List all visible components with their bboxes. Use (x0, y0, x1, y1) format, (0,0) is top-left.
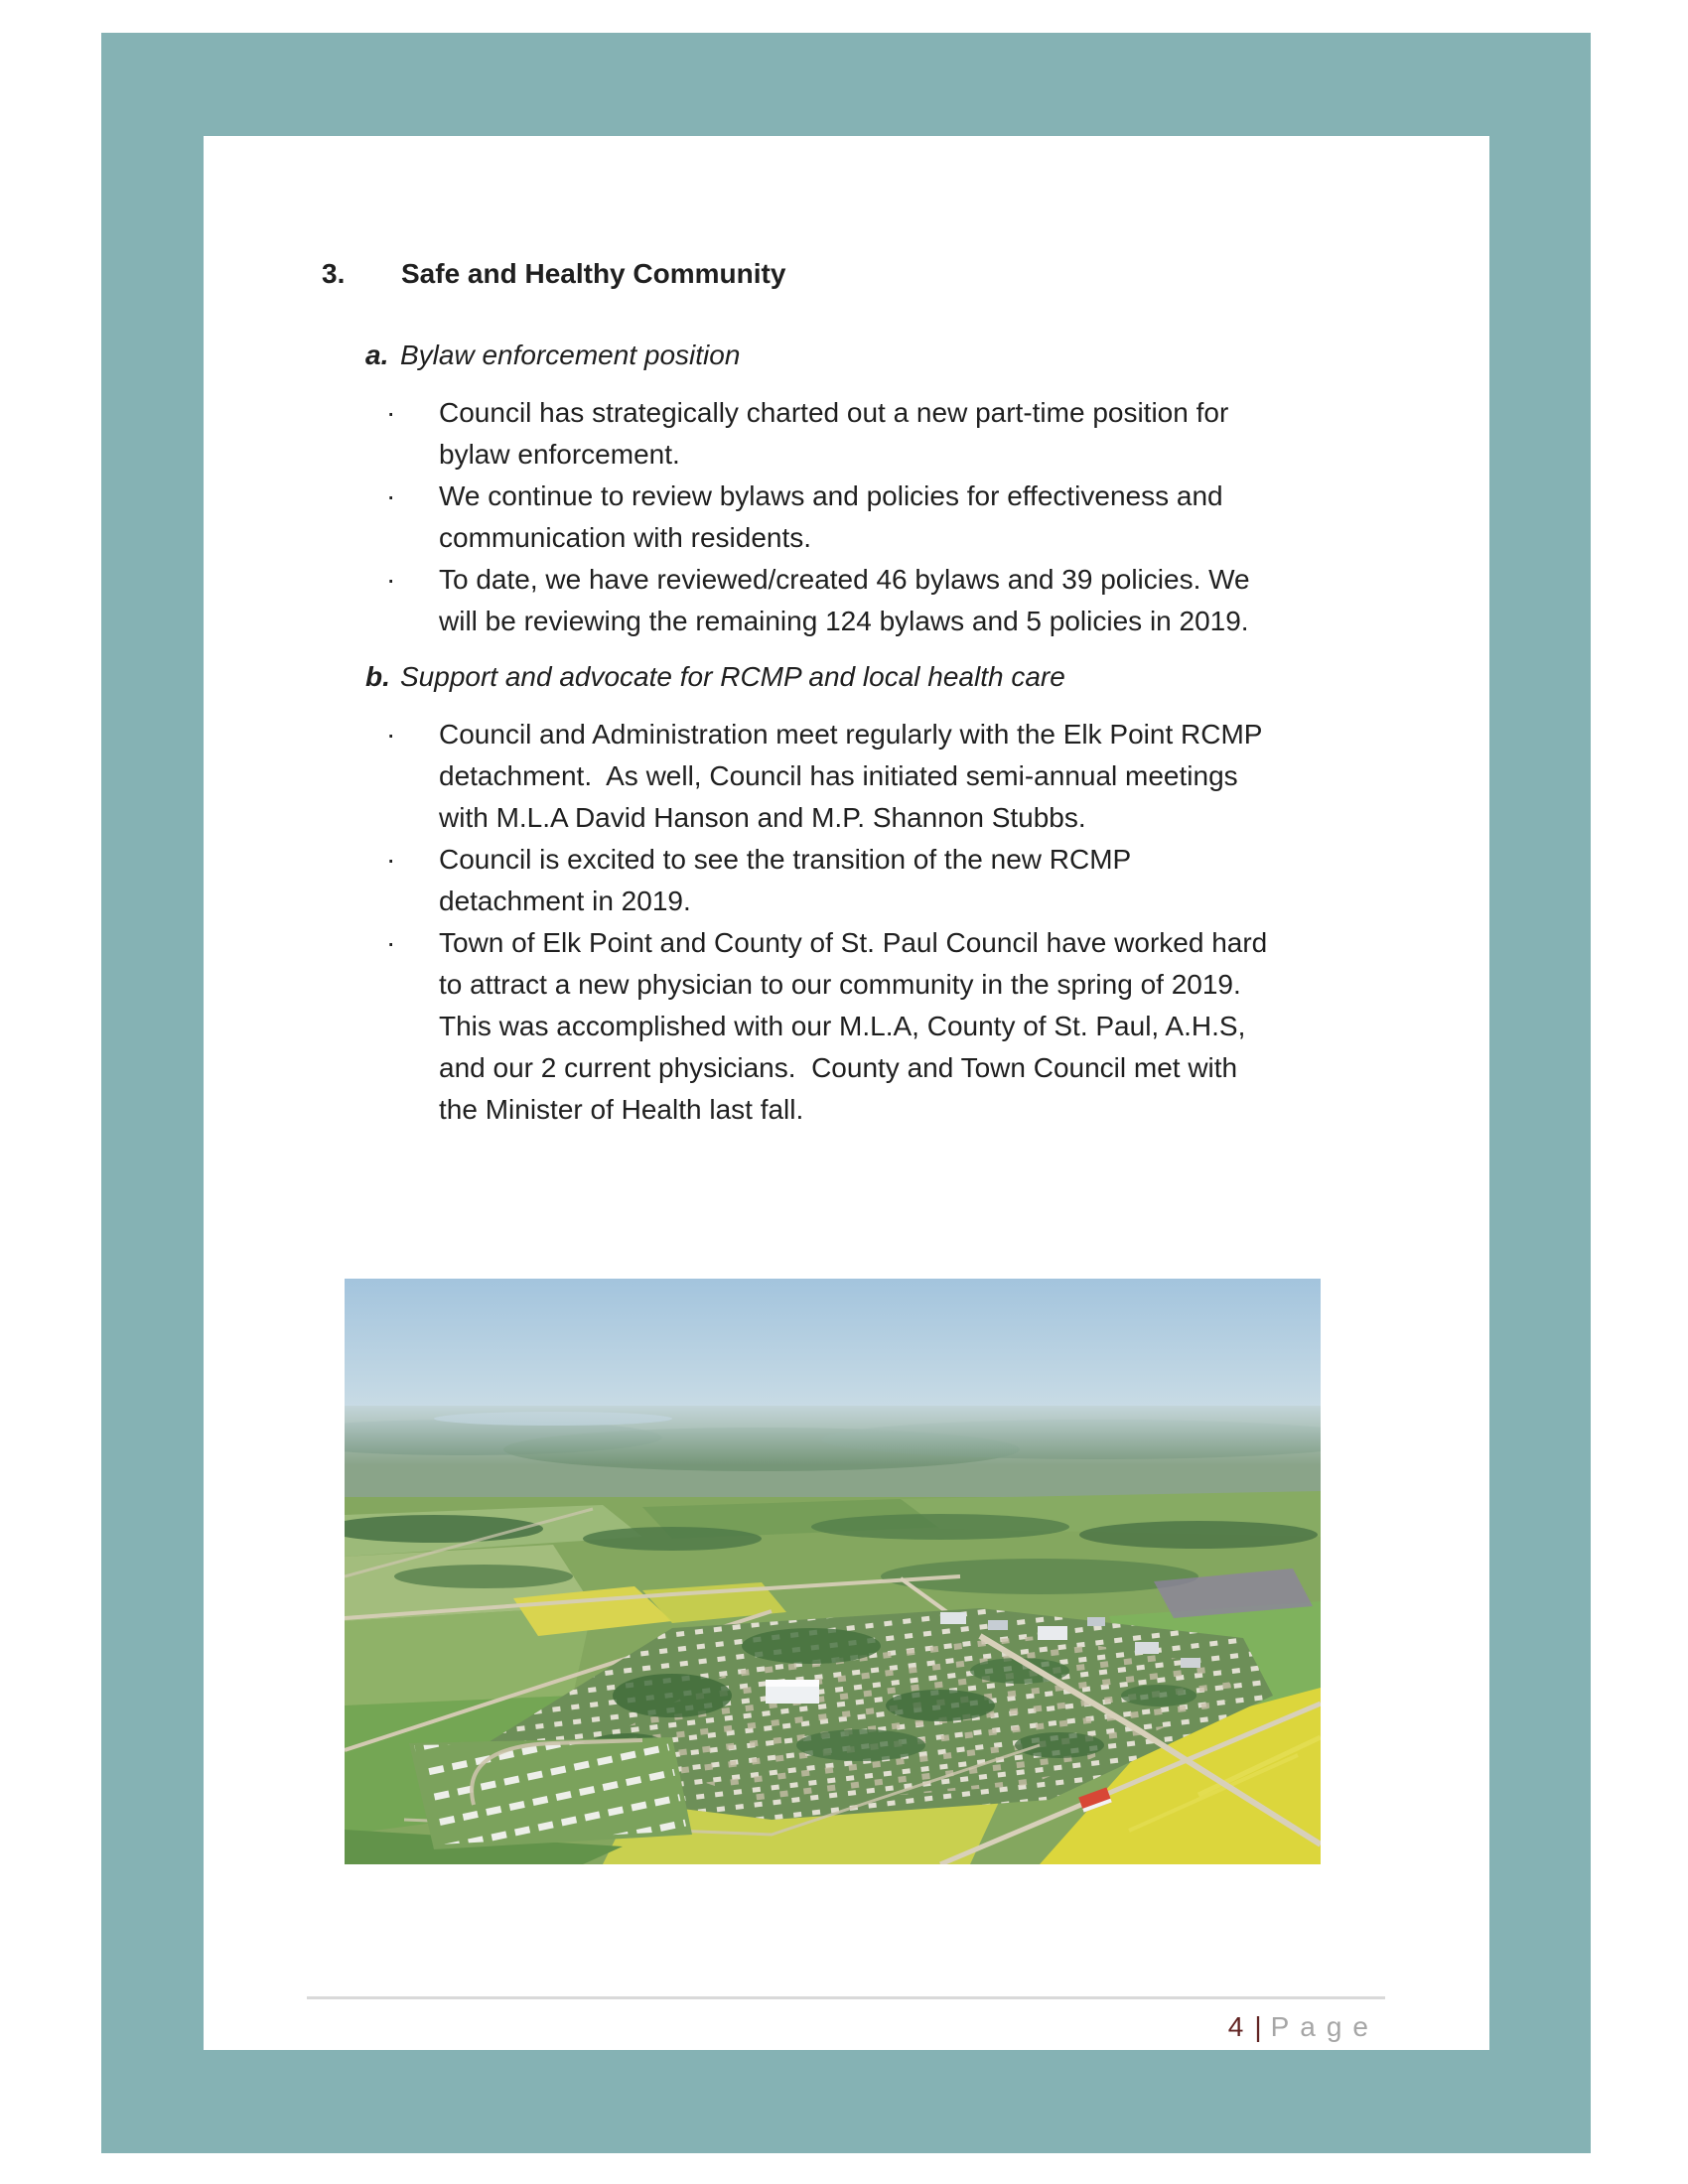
bullet-text: with M.L.A David Hanson and M.P. Shannon Stubbs. (439, 802, 1086, 833)
bullet-text: Council and Administration meet regularly with the Elk Point RCMP (439, 719, 1263, 750)
bullet-marker: · (386, 480, 396, 511)
bullet-line (386, 839, 1489, 881)
bullet-line (386, 392, 1489, 434)
bullet-line (439, 964, 1489, 1006)
bullet-line (386, 476, 1489, 517)
subsection-label: b. (365, 661, 390, 692)
report-page (204, 136, 1489, 2050)
bullet-line (439, 755, 1489, 797)
bullet-text: detachment in 2019. (439, 886, 691, 916)
subsection-label: a. (365, 340, 389, 370)
bullet-line (386, 714, 1489, 755)
bullet-text: Council is excited to see the transition of the new RCMP (439, 844, 1132, 875)
bullet-list (386, 392, 1489, 642)
bullet-text: To date, we have reviewed/created 46 bylaws and 39 policies. We (439, 564, 1250, 595)
bullet-text: detachment. As well, Council has initiated semi-annual meetings (439, 760, 1238, 791)
aerial-photo-graphic (345, 1279, 1321, 1864)
page-footer (204, 2006, 1379, 2048)
subsection-name: Bylaw enforcement position (400, 340, 741, 370)
bullet-text: communication with residents. (439, 522, 812, 553)
footer-rule (307, 1996, 1385, 1999)
bullet-marker: · (386, 844, 396, 875)
bullet-text: and our 2 current physicians. County and Town Council met with (439, 1052, 1238, 1083)
footer-page-word: Page (1270, 2011, 1379, 2042)
bullet-line (439, 1089, 1489, 1131)
bullet-text: Council has strategically charted out a new part-time position for (439, 397, 1229, 428)
bullet-line (439, 517, 1489, 559)
bullet-text: We continue to review bylaws and policies for effectiveness and (439, 480, 1223, 511)
bullet-marker: · (386, 719, 396, 750)
section-heading (204, 253, 1489, 295)
bullet-marker: · (386, 927, 396, 958)
heading-title: Safe and Healthy Community (401, 258, 786, 289)
bullet-line (439, 1047, 1489, 1089)
bullet-text: bylaw enforcement. (439, 439, 680, 470)
subsection-title-a (204, 335, 1489, 376)
bullet-text: This was accomplished with our M.L.A, County of St. Paul, A.H.S, (439, 1011, 1246, 1041)
bullet-line (439, 434, 1489, 476)
bullet-text: to attract a new physician to our community in the spring of 2019. (439, 969, 1241, 1000)
bullet-line (386, 922, 1489, 964)
heading-number: 3. (322, 258, 346, 289)
bullet-line (439, 1006, 1489, 1047)
subsection-title-b (204, 656, 1489, 698)
bullet-text: Town of Elk Point and County of St. Paul Council have worked hard (439, 927, 1268, 958)
bullet-line (386, 559, 1489, 601)
bullet-list (386, 714, 1489, 1131)
bullet-text: the Minister of Health last fall. (439, 1094, 804, 1125)
bullet-marker: · (386, 397, 396, 428)
sections (204, 335, 1489, 1145)
footer-separator: | (1254, 2011, 1262, 2042)
bullet-text: will be reviewing the remaining 124 bylaws and 5 policies in 2019. (439, 606, 1249, 636)
page-number: 4 (1227, 2011, 1244, 2042)
bullet-line (439, 881, 1489, 922)
bullet-marker: · (386, 564, 396, 595)
subsection-name: Support and advocate for RCMP and local health care (400, 661, 1065, 692)
aerial-photo (345, 1279, 1321, 1864)
bullet-line (439, 601, 1489, 642)
bullet-line (439, 797, 1489, 839)
